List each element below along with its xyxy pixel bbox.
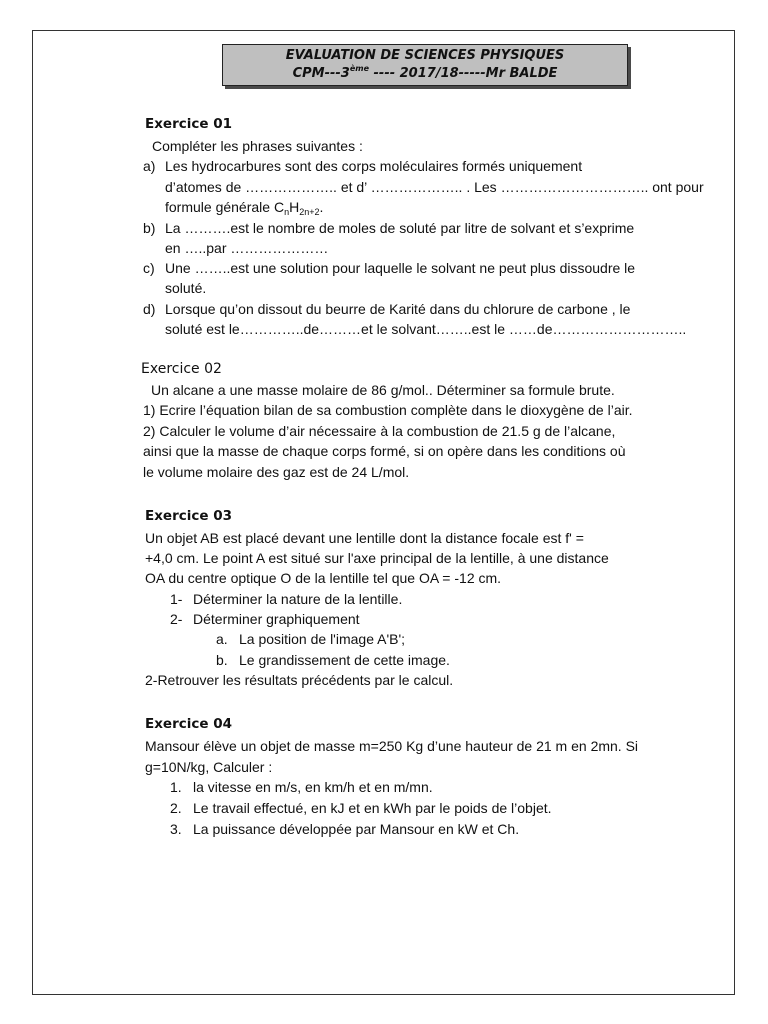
exercise-2-line: Un alcane a une masse molaire de 86 g/mol.. Déterminer sa formule brute. (151, 382, 615, 398)
formula-sub-n: n (284, 207, 290, 217)
header-class-sup: ème (349, 64, 369, 73)
exercise-2-line: le volume molaire des gaz est de 24 L/mol. (143, 464, 410, 480)
exercise-3-subitem-text: Le grandissement de cette image. (239, 652, 450, 668)
exercise-1-title: Exercice 01 (145, 116, 233, 132)
exercise-3-final: 2-Retrouver les résultats précédents par le calcul. (145, 672, 454, 688)
item-d-label: d) (143, 301, 156, 317)
exercise-3-item-number: 1- (170, 591, 183, 607)
item-a-line-3 (165, 198, 323, 216)
exercise-3-title: Exercice 03 (145, 508, 233, 524)
exercise-4-item-number: 1. (170, 779, 182, 795)
exercise-2-line: 2) Calculer le volume d’air nécessaire à la combustion de 21.5 g de l’alcane, (143, 423, 616, 439)
formula-end: . (319, 199, 324, 215)
exercise-3-line: +4,0 cm. Le point A est situé sur l'axe principal de la lentille, à une distance (145, 550, 609, 566)
item-d-line-1: Lorsque qu’on dissout du beurre de Karité dans du chlorure de carbone , le (165, 301, 631, 317)
item-c-line-2: soluté. (165, 280, 207, 296)
header-class: CPM---3 (292, 66, 350, 81)
exercise-4-item-text: Le travail effectué, en kJ et en kWh par le poids de l’objet. (193, 800, 552, 816)
exercise-4-item-number: 3. (170, 821, 182, 837)
exercise-3-subitem-letter: b. (216, 652, 228, 668)
exercise-3-line: OA du centre optique O de la lentille tel que OA = -12 cm. (145, 570, 502, 586)
item-b-label: b) (143, 220, 156, 236)
exercise-3-item-number: 2- (170, 611, 183, 627)
exercise-3-item-text: Déterminer graphiquement (193, 611, 360, 627)
item-c-line-1: Une ……..est une solution pour laquelle le solvant ne peut plus dissoudre le (165, 260, 636, 276)
item-b-line-2: en …..par ………………… (165, 240, 329, 256)
item-c-label: c) (143, 260, 155, 276)
exercise-2-line: ainsi que la masse de chaque corps formé, si on opère dans les conditions où (143, 443, 626, 459)
exercise-3-subitem-text: La position de l'image A'B'; (239, 631, 406, 647)
formula-h: H (289, 199, 300, 215)
exercise-4-item-number: 2. (170, 800, 182, 816)
exercise-1-intro: Compléter les phrases suivantes : (152, 138, 363, 154)
item-a-line-2: d’atomes de ……………….. et d’ ……………….. . Les ………………………….. ont pour (165, 179, 704, 195)
exercise-4-line: Mansour élève un objet de masse m=250 Kg d’une hauteur de 21 m en 2mn. Si (145, 738, 639, 754)
formula-prefix: formule générale C (165, 199, 285, 215)
exercise-2-line: 1) Ecrire l’équation bilan de sa combustion complète dans le dioxygène de l’air. (143, 402, 633, 418)
exercise-2-title: Exercice 02 (141, 361, 222, 377)
item-b-line-1: La ……….est le nombre de moles de soluté par litre de solvant et s’exprime (165, 220, 635, 236)
item-a-label: a) (143, 158, 156, 174)
exercise-3-subitem-letter: a. (216, 631, 228, 647)
exercise-4-item-text: la vitesse en m/s, en km/h et en m/mn. (193, 779, 433, 795)
exercise-4-title: Exercice 04 (145, 716, 233, 732)
exercise-3-line: Un objet AB est placé devant une lentille dont la distance focale est f' = (145, 530, 584, 546)
header-rest: ---- 2017/18-----Mr BALDE (369, 66, 558, 81)
header-title: EVALUATION DE SCIENCES PHYSIQUES (285, 48, 565, 63)
exercise-4-line: g=10N/kg, Calculer : (145, 759, 273, 775)
formula-sub-2n2: 2n+2 (299, 207, 320, 217)
exercise-4-item-text: La puissance développée par Mansour en kW et Ch. (193, 821, 520, 837)
header-subtitle (223, 66, 627, 82)
item-a-line-1: Les hydrocarbures sont des corps moléculaires formés uniquement (165, 158, 583, 174)
item-d-line-2: soluté est le…………..de………et le solvant……..est le ……de……………………….. (165, 321, 687, 337)
exercise-3-item-text: Déterminer la nature de la lentille. (193, 591, 403, 607)
header-box (222, 44, 628, 86)
